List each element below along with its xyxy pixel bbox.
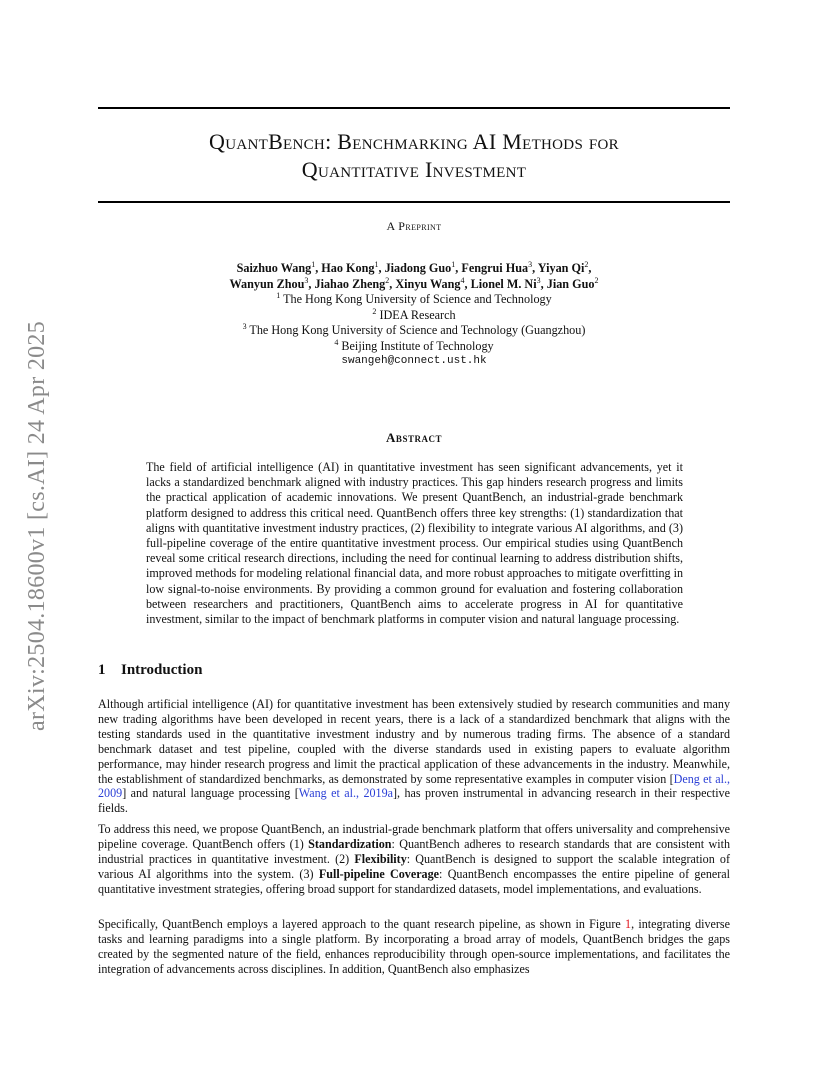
paper-title-line-1: QuantBench: Benchmarking AI Methods for bbox=[209, 129, 619, 154]
affiliation: $^3$ The Hong Kong University of Science and Technology (Guangzhou) bbox=[242, 321, 586, 337]
author-line-2 bbox=[98, 277, 730, 293]
citation-link[interactable]: Deng et al., 2009 bbox=[98, 771, 730, 801]
author: Jiahao Zheng$^2$, bbox=[314, 275, 396, 291]
affiliation: $^2$ IDEA Research bbox=[372, 306, 456, 322]
citation-link[interactable]: Wang et al., 2019a bbox=[298, 786, 393, 801]
intro-paragraph-2: To address this need, we propose QuantBench, an industrial-grade benchmark platform that offers universality and comprehensive pipeline coverage. QuantBench offers (1) Standardization: QuantBench adheres to research standards that are consistent with industrial practices in quantitative investment. (2) Flexibility: QuantBench is designed to support the scalable integration of various AI algorithms into the system. (3) Full-pipeline Coverage: QuantBench encompasses the entire pipeline of general quantitative investment strategies, offering broad support for standardized datasets, model implementations, and evaluations. bbox=[98, 822, 730, 896]
author-line-1 bbox=[98, 261, 730, 277]
keyword-full-pipeline: Full-pipeline Coverage bbox=[318, 866, 440, 881]
author: Lionel M. Ni$^3$, bbox=[470, 275, 547, 291]
keyword-standardization: Standardization bbox=[308, 836, 392, 851]
keyword-flexibility: Flexibility bbox=[354, 851, 407, 866]
author: Xinyu Wang$^4$, bbox=[395, 275, 471, 291]
contact-email[interactable]: swangeh@connect.ust.hk bbox=[341, 355, 487, 367]
arxiv-identifier: arXiv:2504.18600v1 [cs.AI] 24 Apr 2025 bbox=[24, 321, 50, 732]
intro-paragraph-1: Although artificial intelligence (AI) for quantitative investment has been extensively studied by research communities and many new trading algorithms have been developed in recent years, there is a lack of a standardized benchmark that aligns with the testing standards used in the quantitative investment industry and by numerous trading firms. The absence of a standard benchmark dataset and test pipeline, coupled with the diverse standards used in existing papers to evaluate algorithm performance, may hinder research progress and limit the practical application of these advancements in the industry. Meanwhile, the establishment of standardized benchmarks, as demonstrated by some representative examples in computer vision [Deng et al., 2009] and natural language processing [Wang et al., 2019a], has proven instrumental in advancing research in their respective fields. bbox=[98, 697, 730, 816]
affiliation: $^1$ The Hong Kong University of Science and Technology bbox=[276, 290, 552, 306]
abstract-text: The field of artificial intelligence (AI) in quantitative investment has seen significant advancements, yet it lacks a standardized benchmark aligned with industry practices. This gap hinders research progress and limits the practical application of academic innovations. We present QuantBench, an industrial-grade benchmark platform designed to address this critical need. QuantBench offers three key strengths: (1) standardization that aligns with quantitative investment industry practices, (2) flexibility to integrate various AI algorithms, and (3) full-pipeline coverage of the entire quantitative investment process. Our empirical studies using QuantBench reveal some critical research directions, including the need for continual learning to address distribution shifts, improved methods for modeling relational financial data, and more robust approaches to mitigate overfitting in low signal-to-noise environments. By providing a common ground for evaluation and fostering collaboration between researchers and practitioners, QuantBench aims to accelerate progress in AI for quantitative investment, similar to the impact of benchmark platforms in computer vision and natural language processing. bbox=[146, 460, 684, 627]
author-list bbox=[98, 261, 730, 292]
abstract-heading: Abstract bbox=[386, 430, 442, 445]
affiliation-list bbox=[98, 292, 730, 370]
author: Yiyan Qi$^2$, bbox=[537, 259, 592, 275]
figure-reference-link[interactable]: 1 bbox=[625, 917, 632, 931]
affiliation: $^4$ Beijing Institute of Technology bbox=[334, 337, 494, 353]
paper-title-line-2: Quantitative Investment bbox=[301, 157, 527, 182]
title-rule-top bbox=[98, 107, 730, 109]
preprint-label: A Preprint bbox=[386, 219, 442, 233]
author: Saizhuo Wang$^1$, bbox=[236, 259, 322, 275]
author: Jian Guo$^2$ bbox=[546, 275, 599, 291]
author: Fengrui Hua$^3$, bbox=[461, 259, 538, 275]
section-number: 1 bbox=[98, 662, 106, 678]
paper-title bbox=[98, 128, 730, 184]
author: Wanyun Zhou$^3$, bbox=[229, 275, 315, 291]
section-heading bbox=[98, 662, 202, 679]
author: Jiadong Guo$^1$, bbox=[384, 259, 462, 275]
section-title: Introduction bbox=[121, 662, 203, 678]
title-rule-bottom bbox=[98, 201, 730, 203]
intro-paragraph-3: Specifically, QuantBench employs a layered approach to the quant research pipeline, as shown in Figure 1, integrating diverse tasks and learning paradigms into a single platform. By incorporating a broad array of models, QuantBench bridges the gaps created by the segmented nature of the field, enhances reproducibility through open-source implementations, and facilitates the integration of advancements across disciplines. In addition, QuantBench also emphasizes bbox=[98, 917, 730, 976]
author: Hao Kong$^1$, bbox=[321, 259, 385, 275]
